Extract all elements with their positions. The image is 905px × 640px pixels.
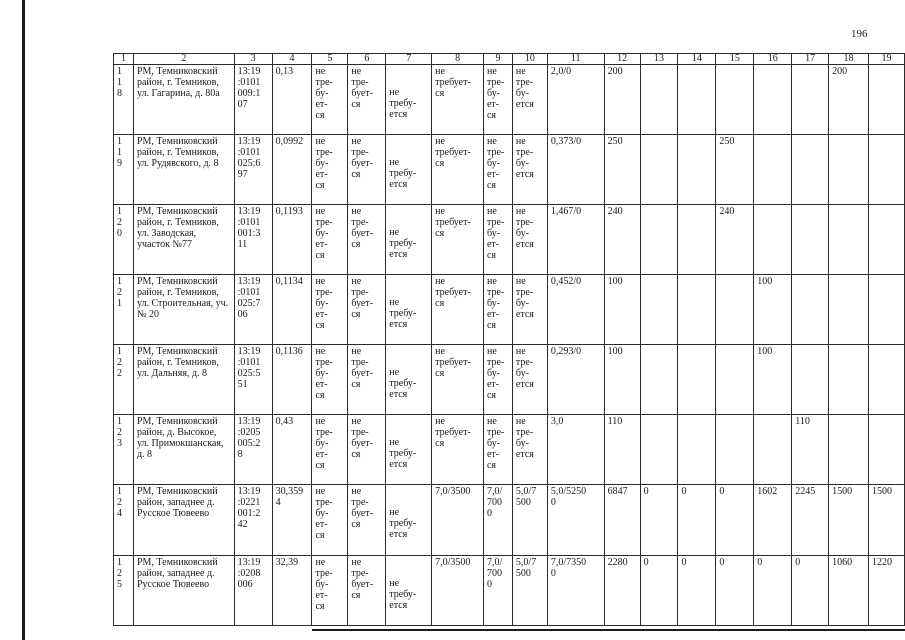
table-row [114, 135, 905, 205]
table-cell [716, 275, 754, 345]
table-cell: не требу- ется [386, 415, 432, 485]
table-cell [678, 415, 716, 485]
table-cell: 6847 [604, 485, 640, 556]
table-cell: 5,0/5250 0 [547, 485, 604, 556]
table-cell: 7,0/3500 [432, 556, 484, 626]
column-number-cell: 1 [114, 54, 134, 65]
table-cell [868, 345, 904, 415]
table-cell [640, 415, 678, 485]
table-row [114, 415, 905, 485]
table-row [114, 205, 905, 275]
table-cell: не тре- бу- ет- ся [312, 65, 348, 135]
table-cell: 0,373/0 [547, 135, 604, 205]
table-cell [829, 345, 869, 415]
table-cell: не требует- ся [432, 415, 484, 485]
table-cell: 1500 [868, 485, 904, 556]
table-cell [640, 345, 678, 415]
column-number-row [114, 54, 905, 65]
column-number-cell: 6 [348, 54, 386, 65]
table-cell: 13:19 :0101 025:5 51 [234, 345, 272, 415]
table-cell: 13:19 :0208 006 [234, 556, 272, 626]
table-cell: 0 [678, 556, 716, 626]
scan-left-edge [22, 0, 25, 640]
table-cell [792, 275, 829, 345]
table-row [114, 275, 905, 345]
table-cell [868, 65, 904, 135]
table-cell: 13:19 :0101 025:6 97 [234, 135, 272, 205]
table-cell: РМ, Темниковский район, западнее д. Русское Тювеево [133, 485, 234, 556]
table-cell: не тре- бу- ет- ся [312, 345, 348, 415]
table-cell [792, 135, 829, 205]
table-cell [640, 205, 678, 275]
table-cell: 2,0/0 [547, 65, 604, 135]
table-cell [678, 135, 716, 205]
table-cell [754, 205, 792, 275]
table-cell: 0,1193 [272, 205, 312, 275]
table-cell [678, 65, 716, 135]
table-cell [640, 275, 678, 345]
table-cell: 1220 [868, 556, 904, 626]
column-number-cell: 19 [868, 54, 904, 65]
table-cell: РМ, Темниковский район, г. Темников, ул. Гагарина, д. 80а [133, 65, 234, 135]
column-number-cell: 4 [272, 54, 312, 65]
table-cell: не тре- бу- ет- ся [312, 415, 348, 485]
table-cell: 5,0/7 500 [512, 485, 547, 556]
column-number-cell: 17 [792, 54, 829, 65]
table-cell: 1500 [829, 485, 869, 556]
table-cell: не тре- бу- ется [512, 135, 547, 205]
table-cell: РМ, Темниковский район, г. Темников, ул. Строительная, уч. № 20 [133, 275, 234, 345]
table-cell: не тре- бу- ет- ся [483, 205, 512, 275]
table-cell: не требу- ется [386, 485, 432, 556]
table-cell: не тре- бует- ся [348, 485, 386, 556]
column-number-cell: 2 [133, 54, 234, 65]
table-cell: 13:19 :0205 005:2 8 [234, 415, 272, 485]
table-cell: 1 2 4 [114, 485, 134, 556]
table-cell [868, 205, 904, 275]
table-cell: РМ, Темниковский район, западнее д. Русское Тювеево [133, 556, 234, 626]
table-cell: РМ, Темниковский район, г. Темников, ул. Рудявского, д. 8 [133, 135, 234, 205]
table-cell: 0,13 [272, 65, 312, 135]
table-cell: не требу- ется [386, 135, 432, 205]
table-row [114, 345, 905, 415]
table-cell: 1 2 3 [114, 415, 134, 485]
table-row [114, 65, 905, 135]
table-cell: 1 2 5 [114, 556, 134, 626]
table-cell: не тре- бу- ет- ся [483, 275, 512, 345]
table-cell: не тре- бует- ся [348, 65, 386, 135]
table-cell: 100 [604, 275, 640, 345]
table-cell: РМ, Темниковский район, г. Темников, ул. Дальняя, д. 8 [133, 345, 234, 415]
table-cell: 0 [754, 556, 792, 626]
table-cell: 32,39 [272, 556, 312, 626]
table-cell: 7,0/7350 0 [547, 556, 604, 626]
table-cell: 0 [678, 485, 716, 556]
table-cell: не тре- бу- ется [512, 65, 547, 135]
table-cell: не тре- бу- ет- ся [483, 65, 512, 135]
column-number-cell: 16 [754, 54, 792, 65]
table-cell: 7,0/ 700 0 [483, 485, 512, 556]
table-cell: 250 [604, 135, 640, 205]
table-cell: 13:19 :0101 001:3 11 [234, 205, 272, 275]
table-cell [754, 415, 792, 485]
table-cell: не тре- бу- ется [512, 415, 547, 485]
table-cell: 0 [640, 556, 678, 626]
table-cell: не требует- ся [432, 345, 484, 415]
table-cell: 0 [716, 485, 754, 556]
table-cell: не требу- ется [386, 205, 432, 275]
table-cell [754, 65, 792, 135]
table-cell: 100 [754, 345, 792, 415]
table-cell: не требу- ется [386, 275, 432, 345]
table-cell: 1060 [829, 556, 869, 626]
table-cell: не тре- бует- ся [348, 415, 386, 485]
page-number: 196 [851, 28, 868, 40]
table-cell: не тре- бует- ся [348, 135, 386, 205]
table-cell: 1 2 2 [114, 345, 134, 415]
table-cell: 1 1 8 [114, 65, 134, 135]
table-cell [716, 345, 754, 415]
table-cell: не тре- бует- ся [348, 345, 386, 415]
table-cell: 7,0/ 700 0 [483, 556, 512, 626]
table-row [114, 485, 905, 556]
table-cell: 0,452/0 [547, 275, 604, 345]
table-cell: не требу- ется [386, 345, 432, 415]
table-cell: 1 2 0 [114, 205, 134, 275]
table-cell: 13:19 :0101 009:1 07 [234, 65, 272, 135]
table-cell: 1,467/0 [547, 205, 604, 275]
column-number-cell: 15 [716, 54, 754, 65]
table-cell: не тре- бует- ся [348, 275, 386, 345]
column-number-cell: 14 [678, 54, 716, 65]
table-cell [868, 135, 904, 205]
table-cell: 0 [716, 556, 754, 626]
table-cell: 7,0/3500 [432, 485, 484, 556]
table-cell [640, 135, 678, 205]
table-cell: не тре- бу- ет- ся [483, 345, 512, 415]
table-cell: не тре- бу- ет- ся [312, 556, 348, 626]
table-cell: 1 1 9 [114, 135, 134, 205]
table-cell: 2245 [792, 485, 829, 556]
table-cell [829, 415, 869, 485]
table-cell: РМ, Темниковский район, г. Темников, ул. Заводская, участок №77 [133, 205, 234, 275]
table-cell [716, 65, 754, 135]
table-cell: не требует- ся [432, 275, 484, 345]
table-cell [640, 65, 678, 135]
table-cell [792, 205, 829, 275]
table-cell: 1602 [754, 485, 792, 556]
table-cell [829, 135, 869, 205]
table-row [114, 556, 905, 626]
table-cell: 200 [604, 65, 640, 135]
table-cell: 240 [716, 205, 754, 275]
table-cell: 0 [640, 485, 678, 556]
table-cell: 5,0/7 500 [512, 556, 547, 626]
table-cell [829, 205, 869, 275]
table-cell: не тре- бу- ет- ся [483, 135, 512, 205]
table-cell [868, 275, 904, 345]
table-cell [678, 205, 716, 275]
column-number-cell: 5 [312, 54, 348, 65]
table-cell: 100 [754, 275, 792, 345]
table-cell [829, 275, 869, 345]
table-cell: 1 2 1 [114, 275, 134, 345]
table-cell: не тре- бу- ет- ся [312, 205, 348, 275]
table-cell [678, 345, 716, 415]
table-cell: не требу- ется [386, 65, 432, 135]
table-cell [792, 345, 829, 415]
table-cell: 30,359 4 [272, 485, 312, 556]
scan-bottom-edge [312, 629, 905, 631]
table-cell: 2280 [604, 556, 640, 626]
table-cell: 0,0992 [272, 135, 312, 205]
column-number-cell: 9 [483, 54, 512, 65]
table-cell: 0,43 [272, 415, 312, 485]
table-cell: не тре- бу- ется [512, 205, 547, 275]
column-number-cell: 10 [512, 54, 547, 65]
table-cell [868, 415, 904, 485]
table-cell: не тре- бует- ся [348, 556, 386, 626]
table-cell: 3,0 [547, 415, 604, 485]
table-cell: 13:19 :0221 001:2 42 [234, 485, 272, 556]
table-cell [678, 275, 716, 345]
table-cell: 200 [829, 65, 869, 135]
column-number-cell: 12 [604, 54, 640, 65]
table-cell: не тре- бу- ет- ся [312, 485, 348, 556]
table-cell: 250 [716, 135, 754, 205]
column-number-cell: 18 [829, 54, 869, 65]
table-cell: не тре- бу- ется [512, 275, 547, 345]
table-cell: 0,293/0 [547, 345, 604, 415]
table-cell: не тре- бу- ет- ся [312, 135, 348, 205]
table-cell: не тре- бу- ет- ся [483, 415, 512, 485]
column-number-cell: 13 [640, 54, 678, 65]
table-cell: 0 [792, 556, 829, 626]
column-number-cell: 8 [432, 54, 484, 65]
table-cell: 13:19 :0101 025:7 06 [234, 275, 272, 345]
table-cell: 100 [604, 345, 640, 415]
table-cell: 110 [792, 415, 829, 485]
table-cell: не требует- ся [432, 135, 484, 205]
table-cell: 240 [604, 205, 640, 275]
table-cell: не требу- ется [386, 556, 432, 626]
table-cell: 0,1134 [272, 275, 312, 345]
table-cell [716, 415, 754, 485]
column-number-cell: 3 [234, 54, 272, 65]
table-cell [792, 65, 829, 135]
table-cell: не требует- ся [432, 205, 484, 275]
table-cell: РМ, Темниковский район, д. Высокое, ул. Примокшанская, д. 8 [133, 415, 234, 485]
land-plots-table [113, 53, 905, 626]
table-cell: 110 [604, 415, 640, 485]
table-cell: не тре- бует- ся [348, 205, 386, 275]
table-cell: не тре- бу- ет- ся [312, 275, 348, 345]
column-number-cell: 11 [547, 54, 604, 65]
table-cell: не тре- бу- ется [512, 345, 547, 415]
table-cell [754, 135, 792, 205]
table-cell: не требует- ся [432, 65, 484, 135]
table-cell: 0,1136 [272, 345, 312, 415]
column-number-cell: 7 [386, 54, 432, 65]
